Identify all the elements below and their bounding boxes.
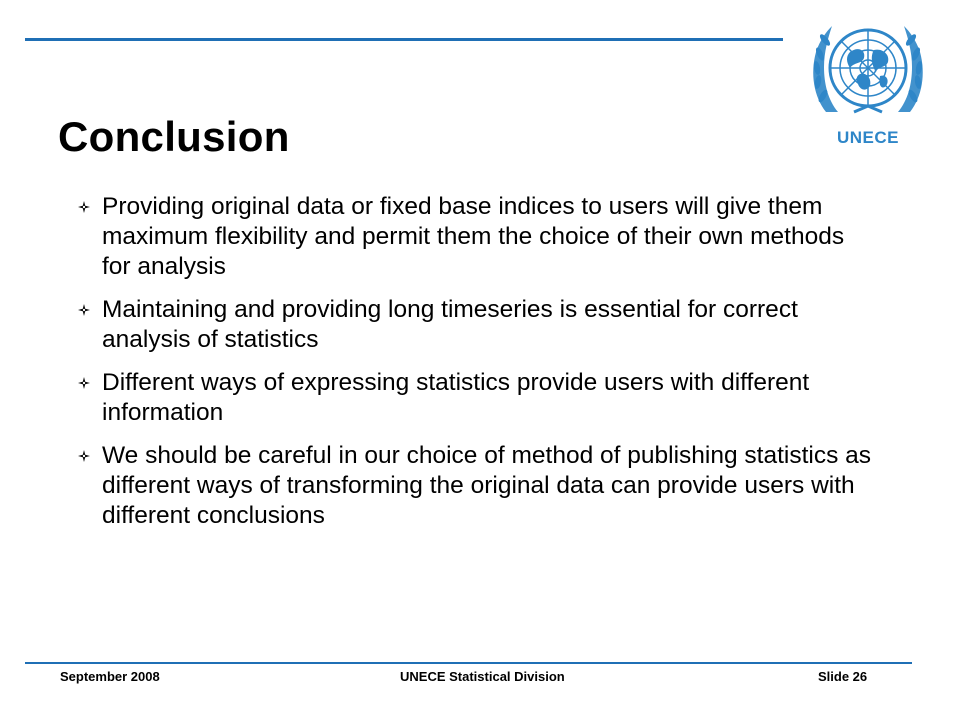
list-item: [78, 368, 878, 428]
list-item: [78, 192, 878, 282]
footer-date: September 2008: [60, 669, 160, 684]
bullet-text: Different ways of expressing statistics provide users with different information: [102, 369, 810, 426]
bullet-text: Maintaining and providing long timeseries is essential for correct analysis of statistics: [102, 296, 798, 353]
list-item: [78, 295, 878, 355]
diamond-bullet-icon: [78, 304, 90, 316]
top-divider: [25, 38, 783, 41]
bullet-list: [78, 192, 878, 544]
bullet-text: We should be careful in our choice of method of publishing statistics as different ways of transforming the original data can provide users with different conclusions: [102, 442, 871, 529]
diamond-bullet-icon: [78, 377, 90, 389]
slide-title: Conclusion: [58, 113, 290, 161]
list-item: [78, 441, 878, 531]
logo-caption: UNECE: [836, 128, 899, 147]
bottom-divider: [25, 662, 912, 664]
diamond-bullet-icon: [78, 201, 90, 213]
bullet-text: Providing original data or fixed base indices to users will give them maximum flexibility and permit them the choice of their own methods for analysis: [102, 193, 845, 280]
unece-logo: [806, 12, 930, 154]
diamond-bullet-icon: [78, 450, 90, 462]
footer-slide-number: Slide 26: [818, 669, 868, 684]
footer-organization: UNECE Statistical Division: [400, 669, 565, 684]
